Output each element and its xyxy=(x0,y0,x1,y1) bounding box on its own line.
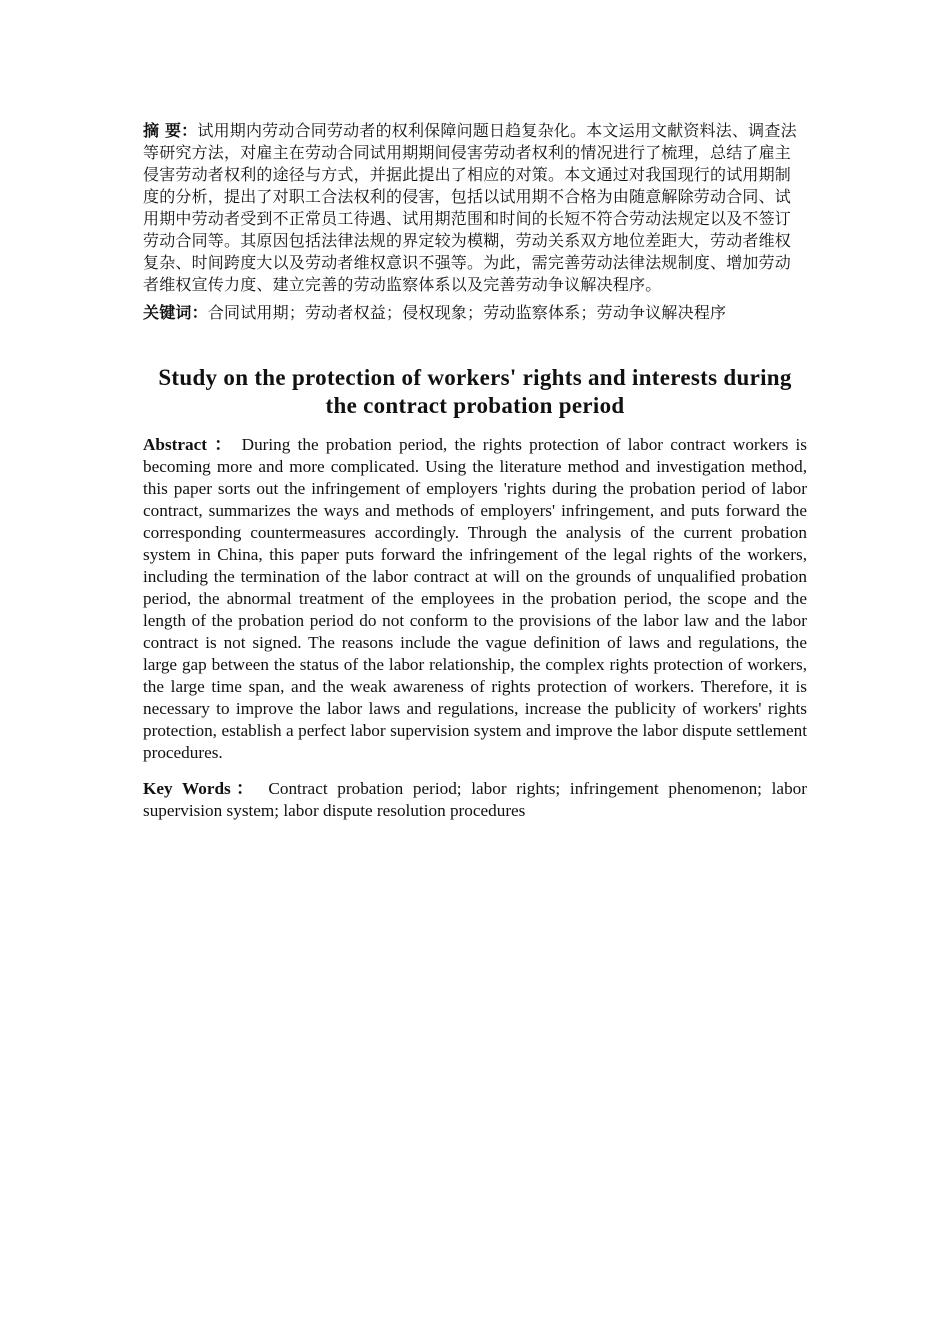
chinese-keywords xyxy=(143,302,807,324)
chinese-keywords-label: 关键词： xyxy=(143,303,208,322)
chinese-keywords-text: 合同试用期；劳动者权益；侵权现象；劳动监察体系；劳动争议解决程序 xyxy=(207,303,727,322)
english-keywords-label: Key Words： xyxy=(143,779,259,798)
english-title: Study on the protection of workers' rights and interests during the contract probation period xyxy=(158,365,792,418)
chinese-abstract xyxy=(143,120,807,296)
chinese-abstract-label: 摘 要： xyxy=(143,121,198,140)
english-abstract xyxy=(143,434,807,764)
english-abstract-label: Abstract ： xyxy=(143,435,235,454)
chinese-abstract-text: 试用期内劳动合同劳动者的权利保障问题日趋复杂化。本文运用文献资料法、调查法等研究方法，对雇主在劳动合同试用期期间侵害劳动者权利的情况进行了梳理，总结了雇主侵害劳动者权利的途径与方式，并据此提出了相应的对策。本文通过对我国现行的试用期制度的分析，提出了对职工合法权利的侵害，包括以试用期不合格为由随意解除劳动合同、试用期中劳动者受到不正常员工待遇、试用期范围和时间的长短不符合劳动法规定以及不签订劳动合同等。其原因包括法律法规的界定较为模糊，劳动关系双方地位差距大，劳动者维权复杂、时间跨度大以及劳动者维权意识不强等。为此，需完善劳动法律法规制度、增加劳动者维权宣传力度、建立完善的劳动监察体系以及完善劳动争议解决程序。 xyxy=(143,121,797,294)
paper-page xyxy=(143,120,807,822)
english-abstract-text: During the probation period, the rights protection of labor contract workers is becoming more and more complicated. Using the literature method and investigation method, this paper sorts out the infringement of employers 'rights during the probation period of labor contract, summarizes the ways and methods of employers' infringement, and puts forward the corresponding countermeasures accordingly. Through the analysis of the current probation system in China, this paper puts forward the infringement of the legal rights of the workers, including the termination of the labor contract at will on the grounds of unqualified probation period, the abnormal treatment of the employees in the probation period, the scope and the length of the probation period do not conform to the provisions of the labor law and the labor contract is not signed. The reasons include the vague definition of laws and regulations, the large gap between the status of the labor relationship, the complex rights protection of workers, the large time span, and the weak awareness of rights protection of workers. Therefore, it is necessary to improve the labor laws and regulations, increase the publicity of workers' rights protection, establish a perfect labor supervision system and improve the labor dispute settlement procedures. xyxy=(143,435,807,762)
english-keywords xyxy=(143,778,807,822)
english-keywords-text: Contract probation period; labor rights; infringement phenomenon; labor supervision system; labor dispute resolution procedures xyxy=(143,779,807,820)
